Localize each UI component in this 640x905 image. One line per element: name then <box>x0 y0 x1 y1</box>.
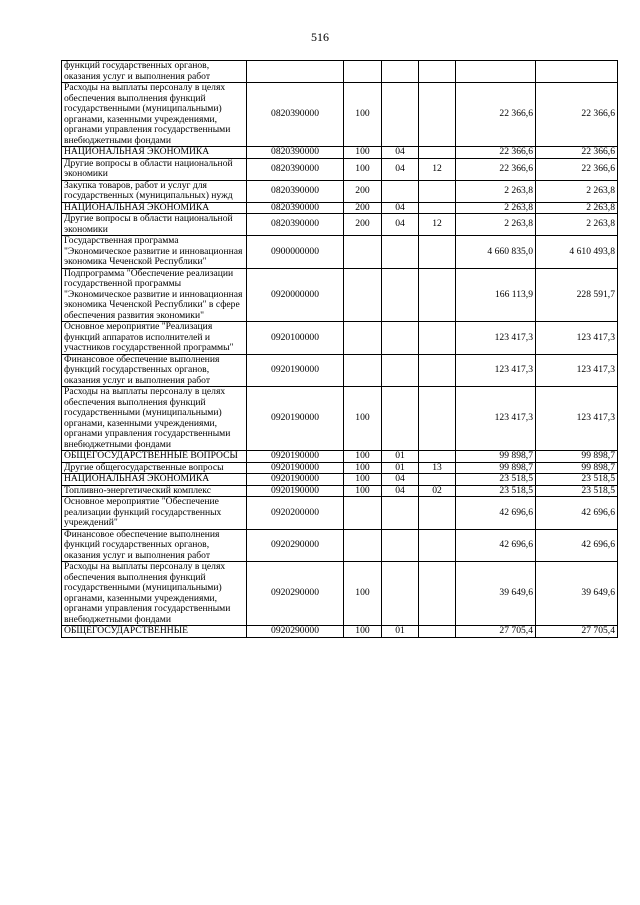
table-row <box>62 268 618 322</box>
row-target-article: 0920190000 <box>247 354 344 387</box>
row-section: 04 <box>382 474 419 486</box>
row-amount-year-2: 22 366,6 <box>536 83 618 147</box>
row-section <box>382 268 419 322</box>
row-subsection <box>419 626 456 638</box>
row-section: 01 <box>382 462 419 474</box>
row-amount-year-2: 23 518,5 <box>536 485 618 497</box>
row-subsection: 13 <box>419 462 456 474</box>
row-name: ОБЩЕГОСУДАРСТВЕННЫЕ ВОПРОСЫ <box>62 451 247 463</box>
row-amount-year-1: 22 366,6 <box>456 83 536 147</box>
row-target-article: 0820390000 <box>247 214 344 236</box>
row-amount-year-2: 42 696,6 <box>536 497 618 530</box>
table-row <box>62 202 618 214</box>
row-amount-year-1: 23 518,5 <box>456 485 536 497</box>
row-subsection <box>419 268 456 322</box>
row-target-article: 0920290000 <box>247 562 344 626</box>
table-row <box>62 474 618 486</box>
row-target-article: 0920190000 <box>247 387 344 451</box>
row-target-article <box>247 61 344 83</box>
row-amount-year-2 <box>536 61 618 83</box>
row-subsection: 12 <box>419 214 456 236</box>
table-row <box>62 83 618 147</box>
row-subsection <box>419 202 456 214</box>
row-amount-year-1 <box>456 61 536 83</box>
row-amount-year-2: 27 705,4 <box>536 626 618 638</box>
row-target-article: 0920200000 <box>247 497 344 530</box>
row-target-article: 0920190000 <box>247 485 344 497</box>
row-section: 04 <box>382 202 419 214</box>
row-section <box>382 236 419 269</box>
row-amount-year-1: 42 696,6 <box>456 529 536 562</box>
row-amount-year-1: 42 696,6 <box>456 497 536 530</box>
row-name: Государственная программа "Экономическое развитие и инновационная экономика Чеченской Республики" <box>62 236 247 269</box>
row-subsection <box>419 236 456 269</box>
row-subsection <box>419 147 456 159</box>
row-amount-year-2: 23 518,5 <box>536 474 618 486</box>
row-expense-type: 100 <box>344 474 382 486</box>
row-amount-year-1: 166 113,9 <box>456 268 536 322</box>
row-amount-year-2: 2 263,8 <box>536 180 618 202</box>
row-amount-year-2: 228 591,7 <box>536 268 618 322</box>
table-row <box>62 562 618 626</box>
row-subsection <box>419 474 456 486</box>
row-amount-year-2: 123 417,3 <box>536 322 618 355</box>
row-target-article: 0920190000 <box>247 451 344 463</box>
row-name: Другие общегосударственные вопросы <box>62 462 247 474</box>
row-name: Основное мероприятие "Обеспечение реализации функций государственных учреждений" <box>62 497 247 530</box>
row-target-article: 0920190000 <box>247 474 344 486</box>
row-amount-year-2: 42 696,6 <box>536 529 618 562</box>
table-row <box>62 322 618 355</box>
row-expense-type: 200 <box>344 180 382 202</box>
budget-table <box>61 60 618 638</box>
table-row <box>62 147 618 159</box>
row-amount-year-1: 2 263,8 <box>456 180 536 202</box>
row-name: НАЦИОНАЛЬНАЯ ЭКОНОМИКА <box>62 147 247 159</box>
row-subsection: 12 <box>419 158 456 180</box>
table-row <box>62 451 618 463</box>
row-amount-year-1: 123 417,3 <box>456 387 536 451</box>
row-amount-year-2: 2 263,8 <box>536 214 618 236</box>
row-subsection <box>419 61 456 83</box>
row-name: Расходы на выплаты персоналу в целях обеспечения выполнения функций государственными (муниципальными) органами, казенными учреждениями, органами управления государственными внебюджетными фондами <box>62 562 247 626</box>
row-target-article: 0920190000 <box>247 462 344 474</box>
row-subsection <box>419 497 456 530</box>
row-amount-year-1: 99 898,7 <box>456 451 536 463</box>
row-subsection: 02 <box>419 485 456 497</box>
row-amount-year-1: 123 417,3 <box>456 322 536 355</box>
row-target-article: 0820390000 <box>247 202 344 214</box>
row-expense-type <box>344 354 382 387</box>
page-number: 516 <box>311 30 329 44</box>
row-expense-type: 100 <box>344 387 382 451</box>
row-name: Подпрограмма "Обеспечение реализации государственной программы "Экономическое развитие и инновационная экономика Чеченской Республики" в сфере обеспечения развития экономики" <box>62 268 247 322</box>
row-section: 01 <box>382 626 419 638</box>
row-subsection <box>419 83 456 147</box>
row-section <box>382 529 419 562</box>
row-amount-year-1: 99 898,7 <box>456 462 536 474</box>
row-section: 04 <box>382 147 419 159</box>
row-name: Топливно-энергетический комплекс <box>62 485 247 497</box>
row-subsection <box>419 562 456 626</box>
row-section <box>382 322 419 355</box>
row-expense-type <box>344 268 382 322</box>
row-subsection <box>419 529 456 562</box>
row-amount-year-2: 99 898,7 <box>536 462 618 474</box>
row-section <box>382 354 419 387</box>
row-section <box>382 180 419 202</box>
table-row <box>62 180 618 202</box>
row-expense-type <box>344 529 382 562</box>
row-name: Основное мероприятие "Реализация функций аппаратов исполнителей и участников государственной программы" <box>62 322 247 355</box>
table-row <box>62 236 618 269</box>
row-amount-year-2: 4 610 493,8 <box>536 236 618 269</box>
row-amount-year-1: 123 417,3 <box>456 354 536 387</box>
row-expense-type: 100 <box>344 83 382 147</box>
row-name: функций государственных органов, оказания услуг и выполнения работ <box>62 61 247 83</box>
row-subsection <box>419 387 456 451</box>
row-expense-type <box>344 322 382 355</box>
row-name: Другие вопросы в области национальной экономики <box>62 214 247 236</box>
row-amount-year-2: 2 263,8 <box>536 202 618 214</box>
table-row <box>62 462 618 474</box>
row-target-article: 0820390000 <box>247 83 344 147</box>
row-target-article: 0920290000 <box>247 626 344 638</box>
row-amount-year-2: 39 649,6 <box>536 562 618 626</box>
table-row <box>62 158 618 180</box>
row-name: Финансовое обеспечение выполнения функций государственных органов, оказания услуг и выполнения работ <box>62 529 247 562</box>
row-expense-type: 100 <box>344 158 382 180</box>
table-row <box>62 626 618 638</box>
table-row <box>62 214 618 236</box>
table-row <box>62 497 618 530</box>
row-amount-year-1: 23 518,5 <box>456 474 536 486</box>
row-amount-year-2: 123 417,3 <box>536 387 618 451</box>
row-expense-type: 100 <box>344 485 382 497</box>
row-expense-type: 100 <box>344 562 382 626</box>
row-target-article: 0920000000 <box>247 268 344 322</box>
row-section <box>382 387 419 451</box>
row-section <box>382 61 419 83</box>
row-subsection <box>419 451 456 463</box>
row-amount-year-1: 2 263,8 <box>456 214 536 236</box>
row-section: 04 <box>382 158 419 180</box>
row-target-article: 0820390000 <box>247 180 344 202</box>
row-expense-type: 100 <box>344 462 382 474</box>
row-amount-year-2: 123 417,3 <box>536 354 618 387</box>
row-target-article: 0820390000 <box>247 147 344 159</box>
row-name: Расходы на выплаты персоналу в целях обеспечения выполнения функций государственными (муниципальными) органами, казенными учреждениями, органами управления государственными внебюджетными фондами <box>62 83 247 147</box>
row-amount-year-2: 22 366,6 <box>536 158 618 180</box>
row-amount-year-1: 4 660 835,0 <box>456 236 536 269</box>
row-section <box>382 83 419 147</box>
row-amount-year-1: 22 366,6 <box>456 158 536 180</box>
row-target-article: 0900000000 <box>247 236 344 269</box>
table-row <box>62 485 618 497</box>
row-subsection <box>419 322 456 355</box>
row-target-article: 0820390000 <box>247 158 344 180</box>
table-row <box>62 529 618 562</box>
table-row <box>62 61 618 83</box>
row-expense-type <box>344 61 382 83</box>
row-amount-year-1: 27 705,4 <box>456 626 536 638</box>
row-amount-year-1: 39 649,6 <box>456 562 536 626</box>
row-section <box>382 562 419 626</box>
row-name: Финансовое обеспечение выполнения функций государственных органов, оказания услуг и выполнения работ <box>62 354 247 387</box>
row-section: 01 <box>382 451 419 463</box>
row-subsection <box>419 354 456 387</box>
row-name: Расходы на выплаты персоналу в целях обеспечения выполнения функций государственными (муниципальными) органами, казенными учреждениями, органами управления государственными внебюджетными фондами <box>62 387 247 451</box>
row-expense-type <box>344 236 382 269</box>
row-name: Другие вопросы в области национальной экономики <box>62 158 247 180</box>
row-expense-type: 200 <box>344 202 382 214</box>
row-section <box>382 497 419 530</box>
row-name: НАЦИОНАЛЬНАЯ ЭКОНОМИКА <box>62 474 247 486</box>
table-row <box>62 354 618 387</box>
row-expense-type: 100 <box>344 451 382 463</box>
row-name: НАЦИОНАЛЬНАЯ ЭКОНОМИКА <box>62 202 247 214</box>
row-name: Закупка товаров, работ и услуг для государственных (муниципальных) нужд <box>62 180 247 202</box>
row-section: 04 <box>382 485 419 497</box>
table-row <box>62 387 618 451</box>
row-amount-year-1: 22 366,6 <box>456 147 536 159</box>
row-expense-type <box>344 497 382 530</box>
row-amount-year-2: 99 898,7 <box>536 451 618 463</box>
row-expense-type: 100 <box>344 147 382 159</box>
row-subsection <box>419 180 456 202</box>
row-expense-type: 200 <box>344 214 382 236</box>
row-amount-year-1: 2 263,8 <box>456 202 536 214</box>
row-target-article: 0920290000 <box>247 529 344 562</box>
row-name: ОБЩЕГОСУДАРСТВЕННЫЕ <box>62 626 247 638</box>
row-amount-year-2: 22 366,6 <box>536 147 618 159</box>
row-target-article: 0920100000 <box>247 322 344 355</box>
row-expense-type: 100 <box>344 626 382 638</box>
row-section: 04 <box>382 214 419 236</box>
